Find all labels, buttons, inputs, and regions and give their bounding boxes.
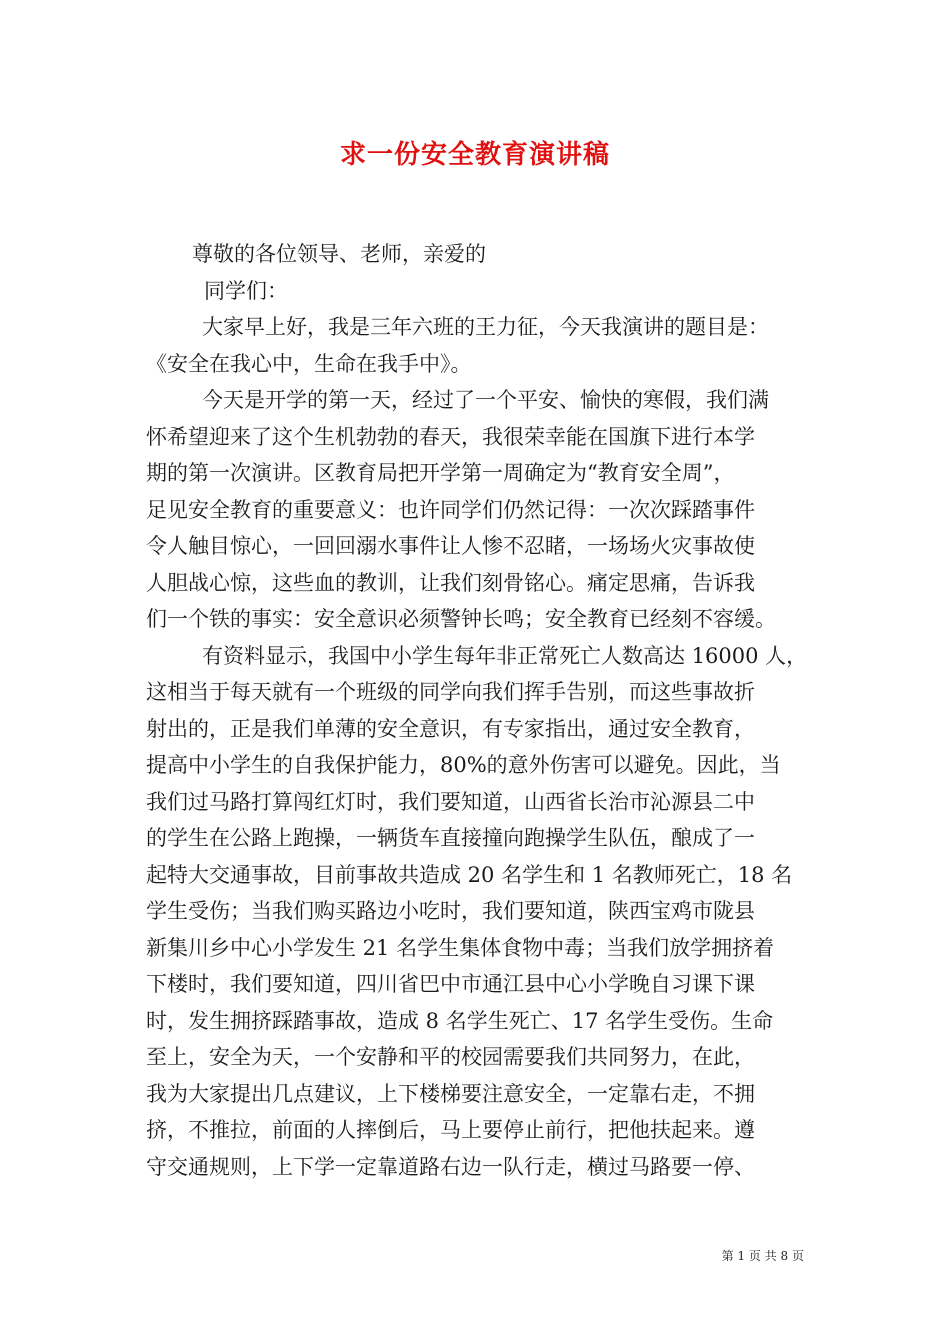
paragraph-line: 挤，不推拉，前面的人摔倒后，马上要停止前行，把他扶起来。遵 [146,1118,755,1142]
paragraph-line: 怀希望迎来了这个生机勃勃的春天，我很荣幸能在国旗下进行本学 [146,424,755,449]
paragraph-line: 们一个铁的事实：安全意识必须警钟长鸣；安全教育已经刻不容缓。 [146,607,776,631]
paragraph-line: 学生受伤；当我们购买路边小吃时，我们要知道，陕西宝鸡市陇县 [146,899,755,923]
paragraph-line: 足见安全教育的重要意义：也许同学们仍然记得：一次次踩踏事件 [146,497,755,522]
paragraph-line: 我为大家提出几点建议，上下楼梯要注意安全，一定靠右走，不拥 [146,1081,755,1106]
paragraph-line: 期的第一次演讲。区教育局把开学第一周确定为“教育安全周”， [146,461,735,485]
salutation-line: 同学们： [204,278,288,303]
paragraph-line: 今天是开学的第一天，经过了一个平安、愉快的寒假，我们满 [202,388,769,412]
paragraph-line: 时，发生拥挤踩踏事故，造成 8 名学生死亡、17 名学生受伤。生命 [146,1008,774,1033]
paragraph-line: 射出的，正是我们单薄的安全意识，有专家指出，通过安全教育， [146,716,755,741]
paragraph-line: 的学生在公路上跑操，一辆货车直接撞向跑操学生队伍，酿成了一 [146,826,755,850]
document-body [146,236,814,1185]
paragraph-line: 这相当于每天就有一个班级的同学向我们挥手告别，而这些事故折 [146,680,755,704]
paragraph-line: 令人触目惊心，一回回溺水事件让人惨不忍睹，一场场火灾事故使 [146,534,755,558]
page-number: 第 1 页 共 8 页 [721,1249,804,1263]
paragraph-line: 起特大交通事故，目前事故共造成 20 名学生和 1 名教师死亡，18 名 [146,862,793,887]
paragraph-line: 至上，安全为天，一个安静和平的校园需要我们共同努力，在此， [146,1045,755,1069]
paragraph-line: 我们过马路打算闯红灯时，我们要知道，山西省长治市沁源县二中 [146,789,755,814]
paragraph-line: 大家早上好，我是三年六班的王力征，今天我演讲的题目是： [202,315,769,339]
paragraph-line: 守交通规则，上下学一定靠道路右边一队行走，横过马路要一停、 [146,1154,755,1179]
document-title: 求一份安全教育演讲稿 [339,140,610,170]
paragraph-line: 新集川乡中心小学发生 21 名学生集体食物中毒；当我们放学拥挤着 [146,935,775,960]
paragraph-line: 下楼时，我们要知道，四川省巴中市通江县中心小学晚自习课下课 [146,972,755,996]
paragraph-line: 有资料显示，我国中小学生每年非正常死亡人数高达 16000 人， [202,643,808,668]
salutation-line: 尊敬的各位领导、老师，亲爱的 [192,242,486,266]
paragraph-line: 人胆战心惊，这些血的教训，让我们刻骨铭心。痛定思痛，告诉我 [146,570,755,595]
paragraph-line: 提高中小学生的自我保护能力，80%的意外伤害可以避免。因此，当 [146,753,781,777]
paragraph-line: 《安全在我心中，生命在我手中》。 [146,351,472,376]
